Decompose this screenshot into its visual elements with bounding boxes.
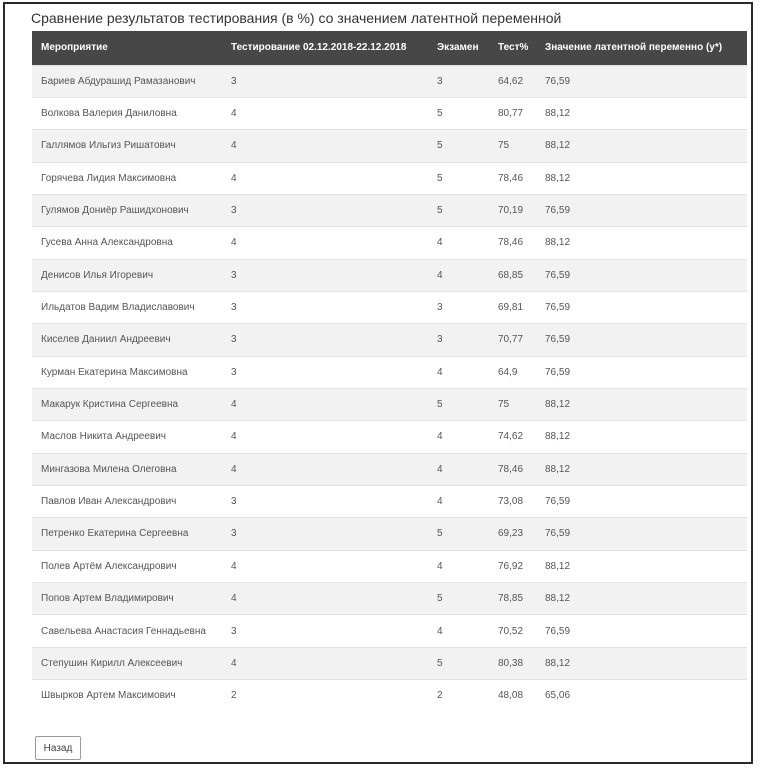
cell-testing: 3 — [231, 366, 237, 378]
cell-testing: 3 — [231, 625, 237, 637]
cell-testing: 4 — [231, 140, 237, 152]
cell-exam: 5 — [437, 205, 443, 217]
table-row — [32, 485, 747, 517]
table-row — [32, 388, 747, 420]
cell-latent-value: 88,12 — [545, 560, 571, 572]
cell-latent-value: 76,59 — [545, 528, 571, 540]
cell-test-percent: 78,46 — [498, 463, 524, 475]
table-row — [32, 550, 747, 582]
cell-test-percent: 74,62 — [498, 431, 524, 443]
cell-test-percent: 70,77 — [498, 334, 524, 346]
cell-name: Киселев Даниил Андреевич — [41, 334, 171, 346]
cell-name: Маслов Никита Андреевич — [41, 431, 166, 443]
cell-name: Гулямов Дониёр Рашидхонович — [41, 205, 189, 217]
cell-name: Мингазова Милена Олеговна — [41, 463, 177, 475]
cell-exam: 4 — [437, 366, 443, 378]
cell-testing: 4 — [231, 463, 237, 475]
cell-name: Макарук Кристина Сергеевна — [41, 399, 179, 411]
header-event: Мероприятие — [41, 42, 108, 54]
cell-latent-value: 76,59 — [545, 302, 571, 314]
cell-testing: 4 — [231, 560, 237, 572]
cell-latent-value: 88,12 — [545, 657, 571, 669]
cell-name: Савельева Анастасия Геннадьевна — [41, 625, 206, 637]
cell-test-percent: 70,19 — [498, 205, 524, 217]
table-row — [32, 97, 747, 129]
cell-name: Бариев Абдурашид Рамазанович — [41, 75, 196, 87]
cell-test-percent: 48,08 — [498, 690, 524, 702]
cell-test-percent: 70,52 — [498, 625, 524, 637]
cell-name: Швырков Артем Максимович — [41, 690, 176, 702]
table-row — [32, 583, 747, 615]
cell-testing: 4 — [231, 593, 237, 605]
cell-latent-value: 76,59 — [545, 366, 571, 378]
table-row — [32, 65, 747, 97]
table-row — [32, 356, 747, 388]
table-header — [32, 31, 747, 65]
cell-exam: 4 — [437, 496, 443, 508]
cell-exam: 5 — [437, 399, 443, 411]
cell-name: Ильдатов Вадим Владиславович — [41, 302, 195, 314]
cell-latent-value: 88,12 — [545, 108, 571, 120]
table-row — [32, 615, 747, 647]
cell-latent-value: 88,12 — [545, 172, 571, 184]
cell-latent-value: 88,12 — [545, 431, 571, 443]
cell-exam: 4 — [437, 560, 443, 572]
cell-test-percent: 73,08 — [498, 496, 524, 508]
cell-test-percent: 75 — [498, 140, 510, 152]
cell-testing: 3 — [231, 75, 237, 87]
cell-test-percent: 78,46 — [498, 172, 524, 184]
cell-name: Полев Артём Александрович — [41, 560, 177, 572]
cell-name: Волкова Валерия Даниловна — [41, 108, 177, 120]
cell-testing: 3 — [231, 334, 237, 346]
cell-test-percent: 69,81 — [498, 302, 524, 314]
cell-exam: 5 — [437, 108, 443, 120]
cell-testing: 3 — [231, 528, 237, 540]
cell-testing: 3 — [231, 302, 237, 314]
cell-exam: 4 — [437, 625, 443, 637]
cell-name: Степушин Кирилл Алексеевич — [41, 657, 183, 669]
cell-latent-value: 76,59 — [545, 334, 571, 346]
cell-test-percent: 80,38 — [498, 657, 524, 669]
cell-test-percent: 64,9 — [498, 366, 518, 378]
cell-testing: 4 — [231, 399, 237, 411]
cell-latent-value: 88,12 — [545, 237, 571, 249]
header-exam: Экзамен — [437, 42, 479, 54]
cell-testing: 4 — [231, 657, 237, 669]
cell-latent-value: 88,12 — [545, 463, 571, 475]
back-button[interactable]: Назад — [35, 736, 81, 760]
table-row — [32, 194, 747, 226]
cell-name: Курман Екатерина Максимовна — [41, 366, 188, 378]
cell-exam: 5 — [437, 593, 443, 605]
table-row — [32, 130, 747, 162]
table-row — [32, 518, 747, 550]
cell-test-percent: 78,46 — [498, 237, 524, 249]
cell-latent-value: 76,59 — [545, 75, 571, 87]
cell-exam: 5 — [437, 140, 443, 152]
header-row — [32, 31, 747, 65]
table-row — [32, 227, 747, 259]
cell-latent-value: 88,12 — [545, 399, 571, 411]
table-row — [32, 421, 747, 453]
cell-exam: 3 — [437, 302, 443, 314]
header-latent-value: Значение латентной переменно (y*) — [545, 42, 723, 54]
cell-exam: 5 — [437, 172, 443, 184]
cell-latent-value: 88,12 — [545, 593, 571, 605]
table-row — [32, 680, 747, 712]
cell-name: Попов Артем Владимирович — [41, 593, 174, 605]
cell-latent-value: 76,59 — [545, 625, 571, 637]
table-row — [32, 324, 747, 356]
cell-test-percent: 75 — [498, 399, 510, 411]
header-testing: Тестирование 02.12.2018-22.12.2018 — [231, 42, 407, 54]
results-table — [32, 31, 747, 712]
cell-latent-value: 76,59 — [545, 205, 571, 217]
table-row — [32, 162, 747, 194]
cell-test-percent: 64,62 — [498, 75, 524, 87]
cell-name: Горячева Лидия Максимовна — [41, 172, 177, 184]
cell-testing: 3 — [231, 269, 237, 281]
cell-name: Петренко Екатерина Сергеевна — [41, 528, 189, 540]
cell-exam: 4 — [437, 269, 443, 281]
table-body — [32, 65, 747, 712]
cell-exam: 4 — [437, 431, 443, 443]
cell-exam: 4 — [437, 237, 443, 249]
cell-name: Гусева Анна Александровна — [41, 237, 173, 249]
cell-test-percent: 69,23 — [498, 528, 524, 540]
cell-test-percent: 78,85 — [498, 593, 524, 605]
table-row — [32, 647, 747, 679]
cell-testing: 4 — [231, 108, 237, 120]
cell-testing: 4 — [231, 172, 237, 184]
header-test-percent: Тест% — [498, 42, 529, 54]
cell-testing: 4 — [231, 431, 237, 443]
cell-testing: 4 — [231, 237, 237, 249]
cell-exam: 4 — [437, 463, 443, 475]
cell-name: Денисов Илья Игоревич — [41, 269, 154, 281]
cell-latent-value: 88,12 — [545, 140, 571, 152]
cell-name: Галлямов Ильгиз Ришатович — [41, 140, 176, 152]
cell-exam: 3 — [437, 334, 443, 346]
cell-exam: 5 — [437, 528, 443, 540]
cell-test-percent: 80,77 — [498, 108, 524, 120]
cell-testing: 3 — [231, 496, 237, 508]
table-row — [32, 291, 747, 323]
cell-latent-value: 76,59 — [545, 496, 571, 508]
page-frame — [3, 2, 753, 764]
page-title: Сравнение результатов тестирования (в %) со значением латентной переменной — [31, 10, 562, 26]
table-row — [32, 453, 747, 485]
cell-exam: 2 — [437, 690, 443, 702]
table-row — [32, 259, 747, 291]
cell-testing: 3 — [231, 205, 237, 217]
cell-exam: 3 — [437, 75, 443, 87]
cell-name: Павлов Иван Александрович — [41, 496, 177, 508]
cell-latent-value: 65,06 — [545, 690, 571, 702]
cell-exam: 5 — [437, 657, 443, 669]
cell-testing: 2 — [231, 690, 237, 702]
cell-latent-value: 76,59 — [545, 269, 571, 281]
cell-test-percent: 68,85 — [498, 269, 524, 281]
cell-test-percent: 76,92 — [498, 560, 524, 572]
